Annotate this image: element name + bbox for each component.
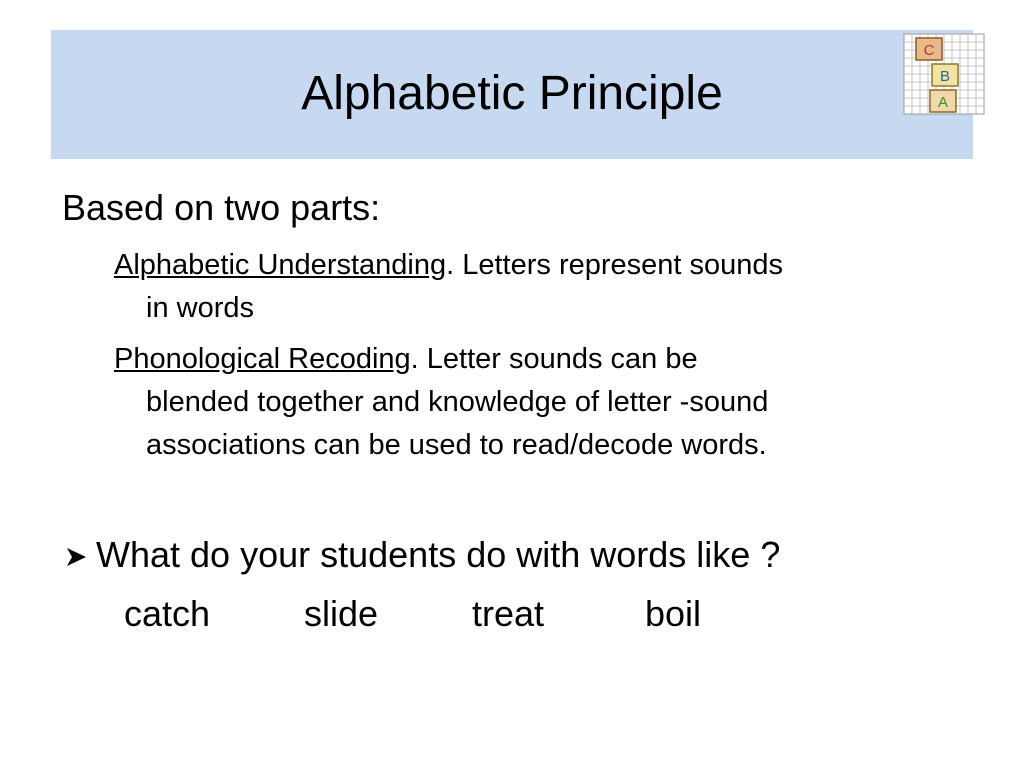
slide-title: Alphabetic Principle (301, 67, 723, 120)
title-band (51, 30, 973, 159)
point-alphabetic-understanding (114, 244, 964, 330)
term-phonological-recoding: Phonological Recoding (114, 343, 411, 375)
intro-text: Based on two parts: (62, 187, 381, 228)
point-text: associations can be used to read/decode words. (146, 429, 767, 461)
word-1: catch (124, 593, 211, 634)
svg-text:C: C (923, 42, 935, 59)
point-text: . Letter sounds can be (410, 343, 698, 375)
word-3: treat (472, 593, 545, 634)
abc-blocks-icon (898, 28, 990, 120)
point-text: . Letters represent sounds (446, 249, 784, 281)
question-line (62, 532, 780, 578)
point-text: blended together and knowledge of letter -sound (146, 386, 769, 418)
svg-text:B: B (939, 68, 951, 85)
question-text: What do your students do with words like ? (96, 534, 781, 575)
point-phonological-recoding (114, 338, 964, 467)
term-alphabetic-understanding: Alphabetic Understanding (114, 249, 447, 281)
word-2: slide (304, 593, 379, 634)
point-text: in words (146, 292, 254, 324)
svg-text:A: A (937, 94, 949, 111)
word-4: boil (645, 593, 702, 634)
arrow-bullet-icon (62, 542, 96, 572)
